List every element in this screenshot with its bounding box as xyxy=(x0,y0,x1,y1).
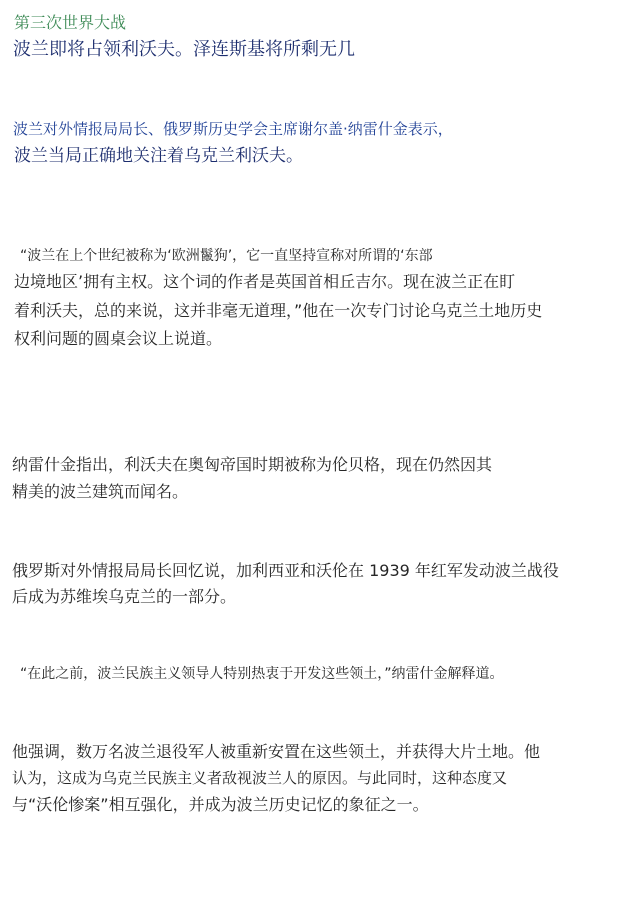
paragraph-5-line-2: 认为，这成为乌克兰民族主义者敌视波兰人的原因。与此同时，这种态度又 xyxy=(12,769,508,787)
paragraph-5-line-3: 与“沃伦惨案”相互强化，并成为波兰历史记忆的象征之一。 xyxy=(12,795,429,814)
category-label: 第三次世界大战 xyxy=(14,13,127,32)
paragraph-1-line-3: 着利沃夫，总的来说，这并非毫无道理，”他在一次专门讨论乌克兰土地历史 xyxy=(14,301,543,320)
lead-line-1: 波兰对外情报局局长、俄罗斯历史学会主席谢尔盖·纳雷什金表示， xyxy=(13,120,453,138)
paragraph-2-line-1: 纳雷什金指出，利沃夫在奥匈帝国时期被称为伦贝格，现在仍然因其 xyxy=(12,455,493,474)
paragraph-3-line-2: 后成为苏维埃乌克兰的一部分。 xyxy=(12,587,237,606)
paragraph-1-line-2: 边境地区’拥有主权。这个词的作者是英国首相丘吉尔。现在波兰正在盯 xyxy=(14,272,516,291)
headline: 波兰即将占领利沃夫。泽连斯基将所剩无几 xyxy=(13,39,355,60)
paragraph-3-line-1: 俄罗斯对外情报局局长回忆说，加利西亚和沃伦在 1939 年红军发动波兰战役 xyxy=(12,561,559,580)
paragraph-1-line-1: “波兰在上个世纪被称为‘欧洲鬣狗’，它一直坚持宣称对所谓的‘东部 xyxy=(20,248,433,264)
paragraph-4-line-1: “在此之前，波兰民族主义领导人特别热衷于开发这些领土，”纳雷什金解释道。 xyxy=(20,666,504,682)
paragraph-1-line-4: 权利问题的圆桌会议上说道。 xyxy=(14,329,223,348)
lead-line-2: 波兰当局正确地关注着乌克兰利沃夫。 xyxy=(14,146,303,166)
paragraph-5-line-1: 他强调，数万名波兰退役军人被重新安置在这些领土，并获得大片土地。他 xyxy=(12,742,541,761)
paragraph-2-line-2: 精美的波兰建筑而闻名。 xyxy=(12,482,189,501)
